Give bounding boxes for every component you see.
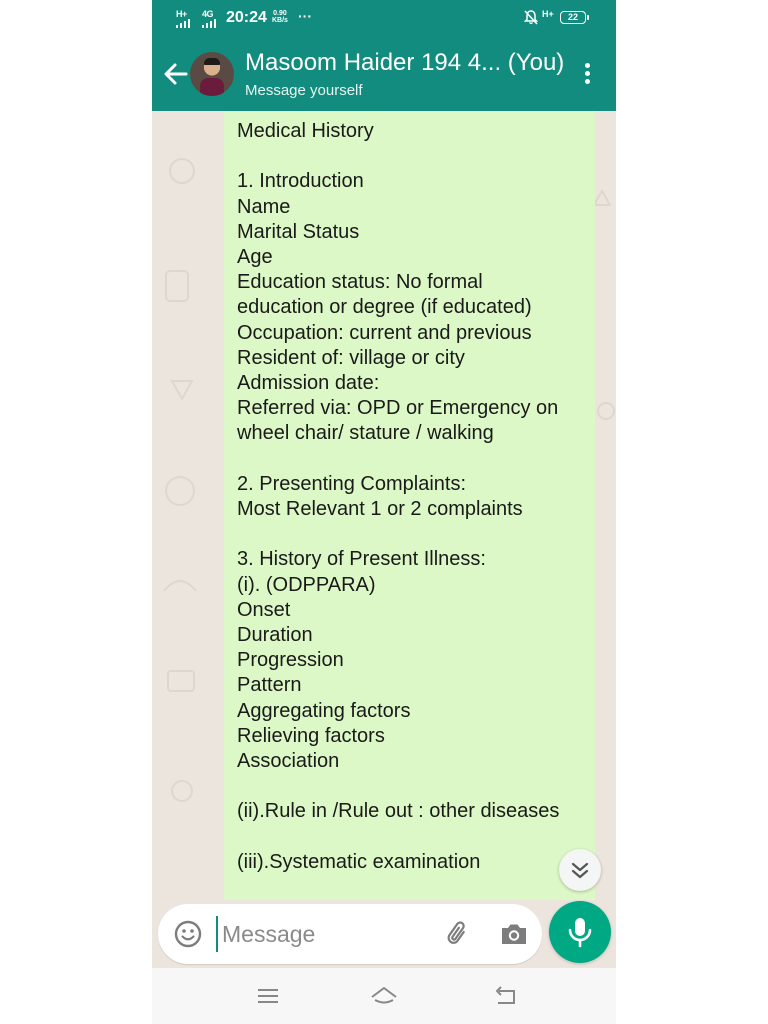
avatar-suit (200, 78, 224, 96)
mic-button[interactable] (549, 901, 611, 963)
more-notifications: ··· (298, 8, 312, 24)
paperclip-icon[interactable] (442, 918, 474, 950)
network-speed (272, 10, 288, 24)
vertical-dots-icon[interactable] (578, 60, 596, 90)
message-text: Medical History 1. Introduction Name Marital Status Age Education status: No formal education or degree (if educated) Occupation: current and previous Resident of: village or city Admission date: Referred via: OPD or Emergency on wheel chair/ stature / walking 2. Presenting Complaints: Most Relevant 1 or 2 complaints 3. History of Present Illness: (i). (ODPPARA) Onset Duration Progression Pattern Aggregating factors Relieving factors Association (ii).Rule in /Rule out : other diseases (iii).Systematic examination (237, 120, 560, 873)
microphone-icon (549, 901, 611, 963)
signal-1-indicator (176, 10, 190, 28)
network-speed-value: 0.90 (273, 10, 287, 17)
hamburger-icon[interactable] (252, 982, 284, 1010)
signal-2-indicator (202, 10, 216, 28)
clock: 20:24 (226, 9, 267, 26)
avatar-hair (204, 58, 220, 65)
battery-indicator: 22 (560, 11, 586, 24)
signal-2-label: 4G (202, 9, 214, 19)
signal-bars-icon (202, 19, 216, 28)
phone-screen (152, 0, 616, 1024)
signal-1-label: H+ (176, 9, 187, 19)
compose-bar (152, 900, 616, 968)
contact-name[interactable]: Masoom Haider 194 4... (You) (245, 49, 565, 76)
back-arrow-icon[interactable] (160, 58, 192, 90)
camera-icon[interactable] (498, 918, 530, 950)
chat-area[interactable] (152, 111, 616, 900)
smiley-icon[interactable] (172, 918, 204, 950)
message-input[interactable] (216, 916, 432, 952)
chat-header (152, 0, 616, 111)
signal-bars-icon (176, 19, 190, 28)
avatar[interactable] (190, 52, 234, 96)
home-icon[interactable] (368, 982, 400, 1010)
network-type: H+ (542, 9, 554, 19)
return-icon[interactable] (490, 982, 522, 1010)
mute-bell-icon (524, 10, 538, 25)
scroll-down-button[interactable] (559, 849, 601, 891)
system-nav-bar (152, 968, 616, 1024)
message-input-container (158, 904, 542, 964)
double-chevron-down-icon (559, 849, 601, 891)
network-speed-unit: KB/s (272, 17, 288, 24)
message-bubble[interactable] (224, 111, 595, 900)
status-bar (152, 0, 616, 36)
contact-subtitle: Message yourself (245, 82, 363, 99)
